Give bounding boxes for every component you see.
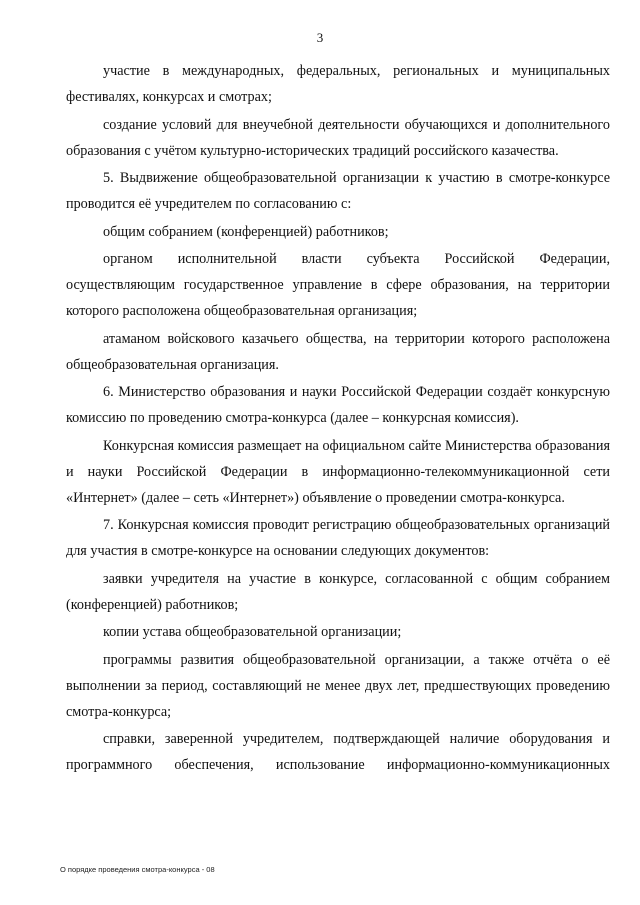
paragraph-conditions: создание условий для внеучебной деятельности обучающихся и дополнительного образования с учётом культурно-исторических традиций российского казачества. <box>66 116 610 159</box>
paragraph-charter-copy: копии устава общеобразовательной организации; <box>103 624 402 640</box>
paragraph-commission-announcement: Конкурсная комиссия размещает на официальном сайте Министерства образования и науки Российской Федерации в информационно-телекоммуникационной сети «Интернет» (далее – сеть «Интернет») объявление о проведении смотра-конкурса. <box>66 437 610 506</box>
paragraph-item-5: 5. Выдвижение общеобразовательной организации к участию в смотре-конкурсе проводится её учредителем по согласованию с: <box>66 170 610 212</box>
paragraph-general-meeting: общим собранием (конференцией) работников; <box>103 223 389 240</box>
paragraph-ataman: атаманом войскового казачьего общества, на территории которого расположена общеобразовательная организация. <box>66 330 610 373</box>
document-body <box>66 58 610 780</box>
paragraph-certificate: справки, заверенной учредителем, подтверждающей наличие оборудования и программного обеспечения, использование информационно-коммуникационных <box>66 731 610 773</box>
paragraph-application: заявки учредителя на участие в конкурсе, согласованной с общим собранием (конференцией) работников; <box>66 570 610 613</box>
paragraph-development-program: программы развития общеобразовательной организации, а также отчёта о её выполнении за период, составляющий не менее двух лет, предшествующих проведению смотра-конкурса; <box>66 651 610 720</box>
paragraph-item-7: 7. Конкурсная комиссия проводит регистрацию общеобразовательных организаций для участия в смотре-конкурсе на основании следующих документов: <box>66 517 610 559</box>
paragraph-item-6: 6. Министерство образования и науки Российской Федерации создаёт конкурсную комиссию по проведению смотра-конкурса (далее – конкурсная комиссия). <box>66 384 610 426</box>
page-number: 3 <box>316 30 324 45</box>
paragraph-participation: участие в международных, федеральных, региональных и муниципальных фестивалях, конкурсах и смотрах; <box>66 63 610 105</box>
page-footer: О порядке проведения смотра-конкурса - 08 <box>60 865 215 874</box>
paragraph-executive-body: органом исполнительной власти субъекта Российской Федерации, осуществляющим государственное управление в сфере образования, на территории которого расположена общеобразовательная организация; <box>66 251 610 319</box>
